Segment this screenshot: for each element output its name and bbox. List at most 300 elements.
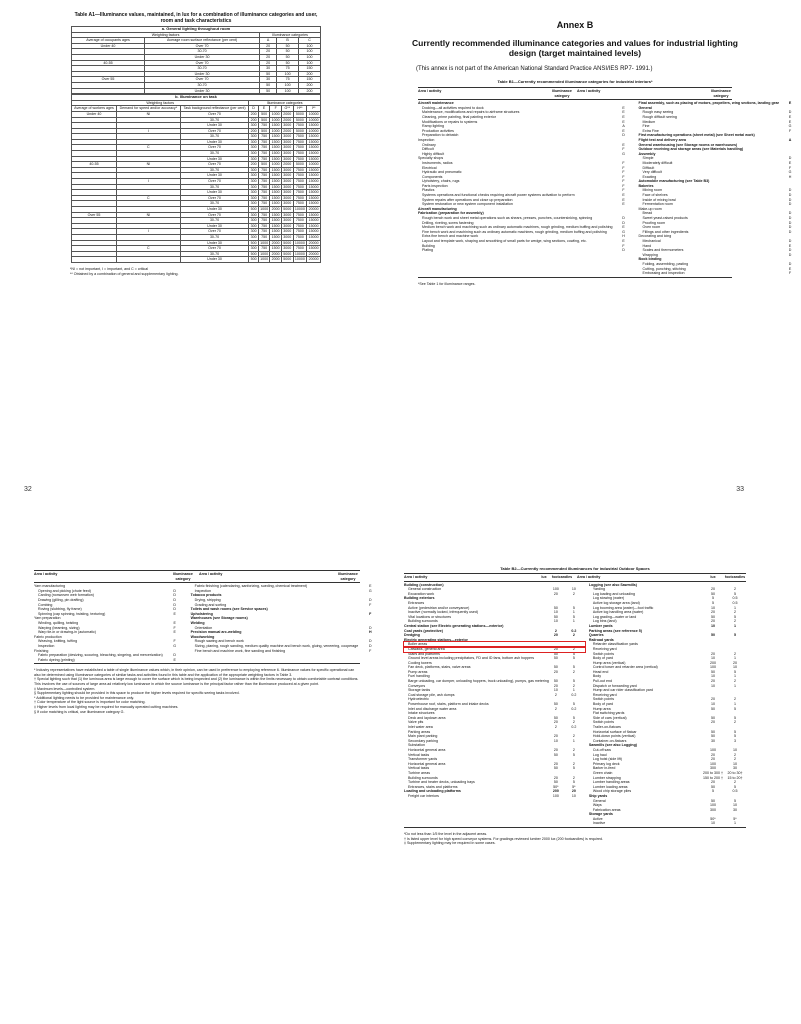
- table-cell: 1500: [271, 167, 280, 172]
- item-lux: 2: [554, 628, 557, 633]
- item-category: E: [622, 239, 625, 243]
- item-label: Exacting: [642, 174, 657, 179]
- table-cell: 7500: [293, 151, 307, 157]
- item-label: Carding (nonwoven web formation): [38, 593, 94, 598]
- item-lux: 10: [711, 623, 715, 628]
- item-label: Log haul: [592, 752, 607, 757]
- item-footcandles: 5: [734, 591, 736, 596]
- item-label: Parts inspection: [422, 183, 448, 188]
- column-header: G**: [281, 106, 293, 112]
- table-cell: 15000: [308, 229, 319, 234]
- table-row: [72, 257, 321, 263]
- table-cell: Under 40: [72, 111, 117, 117]
- item-category: F: [369, 611, 372, 616]
- item-lux: 20: [553, 683, 558, 688]
- table-cell: 2000: [283, 117, 292, 122]
- table-cell: 75: [277, 66, 299, 72]
- item-category: F: [622, 147, 625, 152]
- item-lux: 10: [711, 605, 715, 610]
- item-label: Horizontal general area: [408, 761, 446, 766]
- item-label: Sawmills (see also Logging): [588, 743, 637, 748]
- item-lux: 50: [711, 798, 715, 803]
- table-cell: 10000: [294, 240, 305, 245]
- item-label: Log grading—water or land: [592, 614, 637, 619]
- item-footcandles: 1: [734, 656, 736, 661]
- item-label: System repairs after operations and close up preparation: [422, 197, 513, 202]
- item-category: E: [622, 128, 625, 133]
- item-label: Active (pedestrian and/or conveyance): [408, 605, 470, 610]
- table-cell: C: [116, 246, 180, 252]
- page-b2: [390, 522, 760, 1018]
- column-header: H**: [293, 106, 307, 112]
- item-label: Fillings and other ingredients: [642, 229, 689, 234]
- table-cell: 100: [277, 71, 299, 77]
- item-footcandles: 20: [733, 660, 737, 665]
- item-footcandles: 0.2: [571, 692, 577, 697]
- item-footcandles: 10: [571, 587, 576, 592]
- item-lux: 20: [711, 697, 715, 702]
- table-cell: 300: [250, 123, 257, 128]
- item-lux: 50: [553, 614, 558, 619]
- table-cell: Over 70: [180, 246, 249, 252]
- table-cell: Over 70: [180, 179, 249, 185]
- item-label: Log stowing (water): [592, 596, 625, 601]
- table-cell: 3000: [283, 223, 292, 228]
- table-cell: 750: [258, 184, 270, 190]
- item-lux: 50: [553, 651, 558, 656]
- item-label: Coal storage pile, ash dumps: [408, 692, 455, 697]
- table-cell: 20000: [308, 257, 319, 262]
- table-cell: 15000: [308, 151, 319, 156]
- item-footcandles: 2: [734, 780, 736, 785]
- item-label: Roving (slubbing, fly frame): [38, 607, 82, 612]
- item-label: Log hoist (side lift): [592, 757, 623, 762]
- item-label: Components: [422, 174, 443, 179]
- table-cell: 3000: [283, 179, 292, 184]
- table-cell: 200: [299, 71, 321, 77]
- item-label: Active: [592, 816, 603, 821]
- item-label: Hydroelectric: [408, 697, 429, 702]
- list-item: [418, 248, 635, 253]
- table-cell: 750: [258, 190, 270, 196]
- item-lux: 200: [552, 789, 559, 794]
- item-label: Fabric preparation (desizing, scouring, bleaching, singeing, and mercerization): [38, 653, 163, 658]
- table-cell: 15000: [308, 184, 319, 189]
- item-label: Very difficult: [642, 170, 662, 175]
- item-category: H: [788, 174, 792, 179]
- item-footcandles: 20: [571, 789, 576, 794]
- item-category: G: [788, 124, 792, 129]
- table-cell: 50: [277, 54, 299, 60]
- item-footcandles: 0.5: [732, 596, 738, 601]
- col-area: Area / activity: [418, 89, 442, 93]
- table-cell: 300: [250, 195, 257, 200]
- item-category: G: [622, 151, 625, 156]
- table-cell: 5000: [293, 111, 307, 117]
- table-cell: 500: [250, 257, 257, 262]
- item-footcandles: 5: [734, 669, 736, 674]
- column-header: C: [299, 38, 321, 44]
- table-cell: 50: [277, 60, 299, 66]
- item-footcandles: 2: [734, 679, 736, 684]
- item-label: Modifications or repairs to systems: [422, 119, 478, 124]
- item-label: Extra Fine: [642, 128, 659, 133]
- table-cell: 3000: [283, 190, 292, 195]
- item-footcandles: 0.5: [732, 600, 738, 605]
- item-label: Yarn preparation: [34, 616, 61, 621]
- item-lux: 20: [711, 780, 715, 785]
- table-b1-right-column: [639, 101, 801, 276]
- table-cell: 300: [250, 139, 257, 144]
- item-label: Fine bench work and machining such as ordinary automatic machines, rough grinding, medium buffing and polishing: [422, 229, 607, 234]
- table-cell: 750: [258, 173, 270, 179]
- table-cell: 7500: [293, 139, 307, 145]
- item-label: Deck and laydown area: [408, 715, 446, 720]
- item-label: Welding: [190, 620, 205, 625]
- categories-header-b: Illuminance categories: [249, 100, 321, 106]
- item-footcandles: 2: [734, 757, 736, 762]
- item-label: Primary log deck: [592, 761, 620, 766]
- table-cell: 1500: [271, 212, 280, 217]
- table-cell: 300: [250, 184, 257, 189]
- item-footcandles: 5: [572, 752, 575, 757]
- table-cell: Under 30: [180, 123, 249, 129]
- item-label: General construction: [408, 587, 442, 592]
- table-cell: 15000: [308, 218, 319, 223]
- item-label: Medium bench work and machining such as ordinary automatic machines, rough grinding, medium buffing and polishing: [422, 225, 613, 230]
- column-header: B: [277, 38, 299, 44]
- table-cell: 15000: [308, 145, 319, 150]
- table-cell: 20000: [308, 240, 319, 245]
- item-category: E: [788, 160, 792, 165]
- item-lux: 20: [711, 619, 715, 624]
- item-lux: 10: [553, 688, 558, 693]
- table-cell: 500: [258, 117, 270, 123]
- table-cell: 750: [258, 195, 270, 201]
- item-lux: 20: [711, 651, 715, 656]
- item-lux: 20: [711, 752, 715, 757]
- item-lux: 50: [711, 729, 715, 734]
- item-footcandles: 5: [572, 651, 575, 656]
- item-lux: 50: [553, 605, 558, 610]
- item-footcandles: 5: [572, 715, 575, 720]
- item-category: G: [788, 170, 792, 175]
- item-label: Outdoor receiving and storage areas (see Materials handling): [638, 147, 744, 152]
- item-label: Inspection: [38, 643, 55, 648]
- table-cell: 15000: [308, 223, 319, 228]
- item-label: Sweet yeast-raised products: [642, 216, 688, 221]
- item-label: Upholstering: [190, 611, 213, 616]
- table-b2-left-column: [404, 583, 585, 826]
- item-category: E: [788, 101, 792, 106]
- table-cell: 7500: [293, 156, 307, 162]
- table-cell: 2000: [283, 111, 292, 116]
- table-cell: Under 30: [145, 88, 260, 94]
- item-lux: 50*: [710, 816, 716, 821]
- item-label: Horizontal surface of flatcar: [592, 729, 637, 734]
- item-label: Aircraft manufacturing: [418, 206, 457, 211]
- item-lux: 50: [711, 715, 715, 720]
- item-label: Aircraft maintenance: [418, 101, 454, 106]
- item-label: General: [592, 798, 606, 803]
- list-item: [191, 649, 383, 654]
- table-cell: 200: [250, 128, 257, 133]
- item-footcandles: 1: [734, 674, 736, 679]
- table-cell: 750: [258, 218, 270, 224]
- item-category: E: [788, 114, 792, 119]
- table-cell: 3000: [283, 151, 292, 156]
- table-cell: 20: [260, 43, 277, 49]
- table-cell: Over 70: [180, 162, 249, 168]
- item-lux: 20: [553, 775, 558, 780]
- item-lux: 100: [710, 747, 716, 752]
- item-label: Systems operations and functional checks requiring aircraft power systems activation to perform: [422, 193, 575, 198]
- item-category: A: [788, 137, 792, 142]
- item-category: E: [622, 119, 625, 124]
- item-lux: 50: [711, 633, 715, 638]
- item-lux: 100: [552, 587, 559, 592]
- item-label: Cleaning, prime painting, final painting exterior: [422, 114, 496, 119]
- page-number: 32: [24, 486, 32, 493]
- table-cell: 15000: [308, 234, 319, 239]
- item-category: D: [788, 220, 792, 225]
- table-b2-caption: Table B2—Currently recommended illuminances for industrial Outdoor Spaces: [500, 566, 650, 571]
- table-cell: 7500: [293, 167, 307, 173]
- footnote: † Is listed upper level for high speed conveyor systems. For gradings reviewed lumber 2000 lux (200 footcandles) is required.: [404, 836, 603, 841]
- item-label: Freight car interiors: [408, 793, 439, 798]
- item-label: Warping (beaming, sizing): [38, 625, 80, 630]
- table-cell: 3000: [283, 139, 292, 144]
- table-cell: Under 30: [180, 173, 249, 179]
- item-category: F: [622, 170, 625, 175]
- table-cell: 50: [277, 43, 299, 49]
- table-cell: Over 55: [72, 212, 117, 218]
- table-cell: 300: [250, 223, 257, 228]
- item-category: E: [788, 243, 792, 248]
- table-cell: 30-70: [145, 82, 260, 88]
- footnote: ** Obtained by a combination of general and supplementary lighting.: [70, 271, 179, 276]
- table-cell: Over 70: [180, 128, 249, 134]
- table-cell: 750: [258, 167, 270, 173]
- table-cell: 5000: [293, 162, 307, 168]
- item-footcandles: 10: [571, 793, 576, 798]
- table-cell: 7500: [293, 123, 307, 129]
- item-category: F: [173, 639, 176, 644]
- table-cell: Over 55: [72, 77, 145, 83]
- item-label: Final assembly, such as placing of motors, propellers, wing sections, landing gear: [638, 101, 780, 106]
- item-label: Preparation to debatch: [422, 133, 459, 138]
- item-label: Ordinary: [422, 142, 436, 147]
- item-category: D: [173, 602, 176, 607]
- footnotes: [34, 668, 360, 714]
- table-cell: 3000: [283, 134, 292, 139]
- item-label: Drying, stripping: [194, 597, 221, 602]
- table-cell: 20: [260, 60, 277, 66]
- item-label: Production activities: [422, 128, 454, 133]
- item-label: Trailer-on-flatcars: [592, 725, 621, 729]
- item-label: Maintenance, modifications and repairs to airframe structures: [422, 110, 520, 115]
- item-label: Fabric production: [34, 634, 62, 639]
- table-cell: 20000: [308, 207, 319, 211]
- table-cell: 300: [250, 134, 257, 139]
- column-header: Task background reflectance (per cent): [180, 106, 249, 112]
- item-footcandles: 1: [734, 702, 736, 707]
- table-cell: I: [116, 229, 180, 235]
- item-label: Head end: [592, 669, 609, 674]
- table-cell: 100: [299, 60, 321, 66]
- col-area: Area / activity: [577, 89, 601, 93]
- table-cell: 3000: [283, 156, 292, 161]
- item-label: Finishing: [34, 648, 49, 653]
- item-label: Substation: [408, 743, 425, 748]
- table-cell: 5000: [293, 117, 307, 123]
- col-area: Area / activity: [34, 572, 58, 576]
- item-label: Entrances: [408, 600, 425, 605]
- item-category: F: [622, 188, 625, 193]
- item-label: Coal yards (protective): [404, 628, 443, 633]
- col-area: Area / activity: [404, 575, 428, 579]
- item-label: Building surrounds: [408, 619, 438, 624]
- table-cell: 1500: [271, 123, 280, 128]
- table-cell: 15000: [308, 173, 319, 178]
- col-lux: lux: [541, 575, 547, 579]
- item-label: Building surrounds: [408, 775, 438, 780]
- item-label: Rough easy seeing: [642, 110, 674, 115]
- item-category: H: [368, 630, 372, 635]
- item-label: Stairs and platforms: [408, 651, 440, 656]
- table-cell: 750: [258, 134, 270, 140]
- item-footcandles: 2: [572, 669, 575, 674]
- table-cell: 200: [250, 111, 257, 116]
- footnote: *Do not less than 1/5 the level in the adjacent areas.: [404, 832, 488, 837]
- item-label: Grading and sorting: [194, 602, 227, 607]
- table-cell: C: [116, 145, 180, 151]
- table-cell: 1500: [271, 195, 280, 200]
- item-label: Make-up room: [638, 206, 662, 211]
- table-cell: 5000: [293, 128, 307, 134]
- table-cell: 30: [260, 66, 277, 72]
- table-cell: 15000: [308, 123, 319, 128]
- table-cell: 7500: [293, 190, 307, 196]
- table-cell: 15000: [308, 167, 319, 172]
- table-cell: Over 70: [180, 195, 249, 201]
- item-label: Specialty shops: [418, 156, 444, 161]
- item-footcandles: 5: [572, 605, 575, 610]
- table-cell: Under 30: [180, 223, 249, 229]
- table-cell: 1500: [271, 246, 280, 251]
- item-label: Switch points: [592, 720, 615, 725]
- col-fc: footcandles: [551, 575, 573, 579]
- table-cell: 7500: [293, 179, 307, 185]
- item-label: Bread: [642, 211, 653, 216]
- page-33: [390, 8, 792, 508]
- table-cell: 300: [250, 201, 257, 206]
- item-label: Medium: [642, 119, 656, 124]
- item-lux: 20: [553, 633, 558, 638]
- table-cell: 1500: [271, 184, 280, 189]
- item-label: General: [638, 105, 652, 110]
- item-label: Parking areas: [408, 729, 431, 734]
- table-cell: 7500: [293, 173, 307, 179]
- footnote: *See Table 1 for illuminance ranges.: [418, 281, 476, 286]
- item-lux: 300: [710, 766, 716, 771]
- table-cell: Under 40: [72, 43, 145, 49]
- item-label: Conveyors: [408, 683, 426, 688]
- item-label: Boiler areas: [408, 642, 428, 647]
- table-cell: 750: [258, 223, 270, 229]
- item-label: Fabric finishing (calendaring, sanforizing, sueding, chemical treatment): [194, 584, 308, 589]
- item-label: Hydraulic and pneumatic: [422, 170, 462, 175]
- item-lux: 20: [553, 646, 558, 651]
- item-label: Barge unloading, car dumper, unloading hoppers, truck unloading), pumps, gas metering: [408, 679, 549, 684]
- item-category: F: [622, 160, 625, 165]
- table-cell: 30-70: [180, 234, 249, 240]
- item-category: E: [622, 110, 625, 115]
- item-label: Orientation: [194, 625, 213, 630]
- item-category: E: [788, 119, 792, 124]
- table-cell: 1000: [271, 117, 280, 122]
- table-cell: 30-70: [180, 218, 249, 224]
- table-cell: 7500: [293, 184, 307, 190]
- table-cell: 20: [260, 54, 277, 60]
- item-label: Wood chip storage piles: [592, 789, 632, 794]
- column-header: F: [270, 106, 282, 112]
- item-category: F: [173, 625, 176, 630]
- item-lux: 20: [711, 610, 715, 615]
- table-cell: 1500: [271, 134, 280, 139]
- item-label: Logging (see also Sawmills): [588, 582, 637, 587]
- item-label: Flight test and delivery area: [638, 137, 687, 142]
- item-category: D: [173, 593, 176, 598]
- table-cell: 1500: [271, 179, 280, 184]
- item-footcandles: 5: [572, 656, 575, 661]
- item-category: D: [788, 193, 792, 198]
- item-label: Assembly: [638, 151, 656, 156]
- item-category: D: [622, 248, 625, 253]
- item-lux: 20: [711, 757, 715, 762]
- table-cell: 1000: [260, 251, 269, 256]
- table-cell: Over 70: [180, 212, 249, 218]
- item-label: Catwalks, general area: [408, 646, 445, 651]
- item-lux: 50*: [553, 784, 559, 789]
- table-cell: Under 30: [180, 257, 249, 263]
- item-label: Vertical tasks: [408, 766, 430, 771]
- table-cell: 2000: [283, 162, 292, 167]
- table-cell: 750: [258, 201, 270, 207]
- item-footcandles: 2: [734, 752, 736, 757]
- table-cell: Over 70: [180, 145, 249, 151]
- item-footcandles: 1: [734, 623, 736, 628]
- table-cell: 750: [258, 145, 270, 151]
- item-label: Intake structures: [408, 711, 435, 716]
- table-b2: [404, 573, 746, 846]
- table-cell: 3000: [283, 173, 292, 178]
- footnote: * Additional lighting needs to be provided for maintenance only.: [34, 695, 135, 700]
- item-label: Electrical: [422, 165, 437, 170]
- table-cell: Over 70: [180, 229, 249, 235]
- item-label: Central station (see Electric generating stations—exterior): [404, 623, 504, 628]
- item-label: Control tower and retarder area (vertical): [592, 665, 658, 670]
- item-label: Fine bench and machine work, fine sanding and finishing: [194, 648, 286, 653]
- table-cell: 500: [250, 251, 257, 256]
- item-label: Active log handling area (water): [592, 610, 644, 615]
- footnote: § If color matching is critical, use illuminance category G.: [34, 709, 125, 714]
- item-footcandles: 5*: [572, 784, 576, 789]
- table-cell: [72, 88, 145, 94]
- item-category: E: [622, 225, 625, 230]
- item-footcandles: 5: [734, 729, 736, 734]
- table-cell: 1500: [271, 145, 280, 150]
